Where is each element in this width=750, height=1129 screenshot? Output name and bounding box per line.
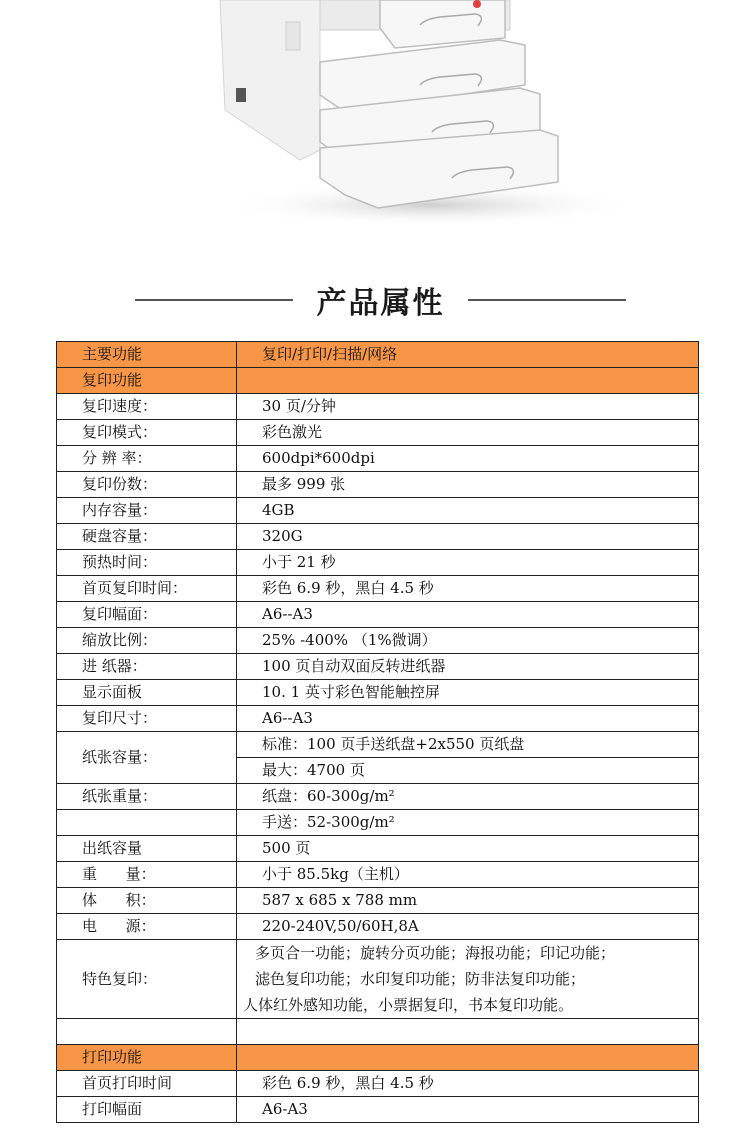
spec-key: 首页复印时间：	[57, 576, 237, 602]
spec-value: 彩色 6.9 秒，黑白 4.5 秒	[237, 1071, 699, 1097]
spec-key: 特色复印：	[57, 940, 237, 1019]
spec-key: 分 辨 率：	[57, 446, 237, 472]
spec-value: 587 x 685 x 788 mm	[237, 888, 699, 914]
spec-value: 最大：4700 页	[237, 758, 699, 784]
table-row	[57, 810, 699, 836]
spec-key: 硬盘容量：	[57, 524, 237, 550]
spec-key: 复印幅面：	[57, 602, 237, 628]
spec-value: 小于 21 秒	[237, 550, 699, 576]
special-line: 人体红外感知功能，小票据复印，书本复印功能。	[243, 996, 574, 1014]
spec-value: 220-240V,50/60H,8A	[237, 914, 699, 940]
spec-key: 缩放比例：	[57, 628, 237, 654]
spec-value: 标准：100 页手送纸盘+2x550 页纸盘	[237, 732, 699, 758]
table-row	[57, 862, 699, 888]
spec-key: 预热时间：	[57, 550, 237, 576]
table-row	[57, 888, 699, 914]
table-row	[57, 498, 699, 524]
spec-value: 4GB	[237, 498, 699, 524]
heading-rule-right	[468, 299, 626, 301]
printer-image	[0, 0, 750, 240]
heading-rule-left	[135, 299, 293, 301]
spec-key: 主要功能	[57, 342, 237, 368]
table-row	[57, 1045, 699, 1071]
table-row	[57, 784, 699, 810]
spec-table	[56, 341, 699, 1123]
table-row	[57, 576, 699, 602]
table-row	[57, 420, 699, 446]
spec-value: 100 页自动双面反转进纸器	[237, 654, 699, 680]
spec-key: 内存容量：	[57, 498, 237, 524]
spec-key-empty	[57, 810, 237, 836]
spec-value: A6--A3	[237, 706, 699, 732]
spec-value	[237, 368, 699, 394]
table-row	[57, 732, 699, 758]
spec-value: 纸盘：60-300g/m²	[237, 784, 699, 810]
table-row	[57, 940, 699, 1019]
spec-value: 600dpi*600dpi	[237, 446, 699, 472]
table-row	[57, 368, 699, 394]
table-row	[57, 1097, 699, 1123]
spec-key: 纸张容量：	[57, 732, 237, 784]
table-row	[57, 654, 699, 680]
table-row	[57, 1019, 699, 1045]
spec-value: 30 页/分钟	[237, 394, 699, 420]
table-row	[57, 394, 699, 420]
spec-key-empty	[57, 1019, 237, 1045]
spec-key: 出纸容量	[57, 836, 237, 862]
spec-value-empty	[237, 1045, 699, 1071]
spec-key: 打印功能	[57, 1045, 237, 1071]
spec-key: 进 纸器：	[57, 654, 237, 680]
spec-value: A6-A3	[237, 1097, 699, 1123]
special-line: 滤色复印功能；水印复印功能；防非法复印功能；	[255, 970, 586, 988]
table-row	[57, 602, 699, 628]
spec-value: 最多 999 张	[237, 472, 699, 498]
spec-value: 25% -400% （1%微调）	[237, 628, 699, 654]
table-row	[57, 524, 699, 550]
spec-key: 复印速度：	[57, 394, 237, 420]
section-title: 产品属性	[316, 286, 445, 321]
table-row	[57, 628, 699, 654]
spec-value: 320G	[237, 524, 699, 550]
spec-value: 复印/打印/扫描/网络	[237, 342, 699, 368]
spec-value: A6--A3	[237, 602, 699, 628]
table-row	[57, 680, 699, 706]
table-row	[57, 836, 699, 862]
spec-value: 彩色 6.9 秒，黑白 4.5 秒	[237, 576, 699, 602]
table-row	[57, 914, 699, 940]
spec-value: 小于 85.5kg（主机）	[237, 862, 699, 888]
section-heading	[0, 278, 750, 322]
spec-key: 复印尺寸：	[57, 706, 237, 732]
spec-value-empty	[237, 1019, 699, 1045]
spec-key: 打印幅面	[57, 1097, 237, 1123]
table-row	[57, 1071, 699, 1097]
spec-key: 复印功能	[57, 368, 237, 394]
spec-value: 彩色激光	[237, 420, 699, 446]
spec-key: 体 积：	[57, 888, 237, 914]
spec-key: 复印份数：	[57, 472, 237, 498]
table-row	[57, 550, 699, 576]
spec-key: 复印模式：	[57, 420, 237, 446]
spec-value: 500 页	[237, 836, 699, 862]
table-row	[57, 446, 699, 472]
table-row	[57, 472, 699, 498]
special-line: 多页合一功能；旋转分页功能；海报功能；印记功能；	[255, 944, 616, 962]
spec-key: 重 量：	[57, 862, 237, 888]
table-row	[57, 706, 699, 732]
spec-value: 手送：52-300g/m²	[237, 810, 699, 836]
spec-key: 纸张重量：	[57, 784, 237, 810]
spec-key: 电 源：	[57, 914, 237, 940]
spec-key: 首页打印时间	[57, 1071, 237, 1097]
spec-key: 显示面板	[57, 680, 237, 706]
spec-value: 10. 1 英寸彩色智能触控屏	[237, 680, 699, 706]
spec-value-multiline	[237, 940, 699, 1019]
table-row	[57, 342, 699, 368]
